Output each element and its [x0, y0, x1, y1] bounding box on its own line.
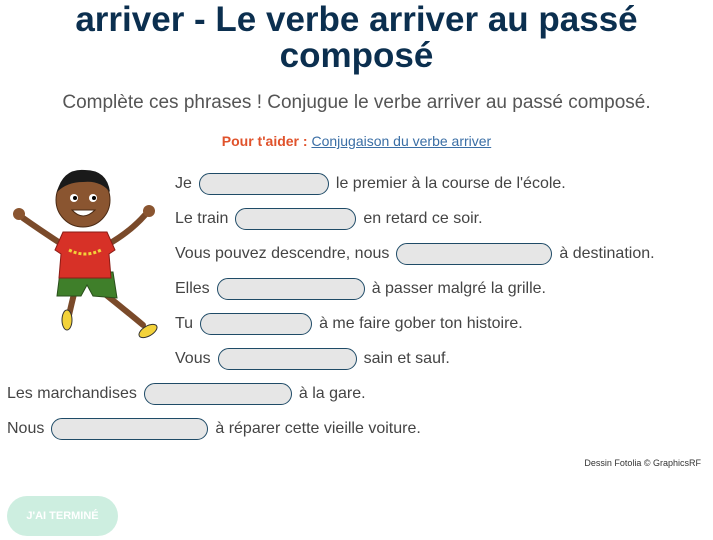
image-credit: Dessin Fotolia © GraphicsRF — [584, 458, 701, 468]
answer-input[interactable] — [199, 173, 329, 195]
sentence-after: sain et sauf. — [363, 350, 450, 367]
conjugation-link[interactable]: Conjugaison du verbe arriver — [311, 133, 492, 149]
answer-input[interactable] — [396, 243, 552, 265]
page-subtitle: Complète ces phrases ! Conjugue le verbe arriver au passé composé. — [62, 92, 651, 113]
answer-input[interactable] — [144, 383, 292, 405]
sentence-after: à destination. — [559, 245, 655, 262]
sentence-row — [7, 416, 421, 442]
sentence-row — [175, 346, 450, 372]
sentence-after: à me faire gober ton histoire. — [319, 315, 523, 332]
done-button[interactable]: J'AI TERMINÉ — [7, 496, 118, 536]
sentence-before: Les marchandises — [7, 385, 137, 402]
sentence-after: le premier à la course de l'école. — [335, 175, 566, 192]
answer-input[interactable] — [235, 208, 356, 230]
sentence-before: Vous — [175, 350, 211, 367]
sentence-before: Tu — [175, 315, 194, 332]
sentence-after: à passer malgré la grille. — [371, 280, 546, 297]
boy-illustration — [5, 160, 165, 350]
sentence-row — [175, 276, 546, 302]
help-label: Pour t'aider : — [221, 133, 308, 149]
answer-input[interactable] — [200, 313, 312, 335]
sentence-before: Vous pouvez descendre, nous — [175, 245, 390, 262]
sentence-before: Je — [175, 175, 192, 192]
help-line — [0, 133, 713, 149]
sentence-before: Le train — [175, 210, 229, 227]
sentence-row — [175, 241, 655, 267]
sentence-row — [175, 311, 523, 337]
page-title: arriver - Le verbe arriver au passé composé — [75, 0, 638, 75]
answer-input[interactable] — [217, 278, 365, 300]
sentence-after: en retard ce soir. — [363, 210, 483, 227]
sentence-after: à la gare. — [298, 385, 366, 402]
sentence-row — [7, 381, 366, 407]
answer-input[interactable] — [218, 348, 357, 370]
sentence-row — [175, 206, 483, 232]
sentence-after: à réparer cette vieille voiture. — [215, 420, 421, 437]
sentence-row — [175, 171, 566, 197]
sentence-before: Nous — [7, 420, 45, 437]
answer-input[interactable] — [51, 418, 208, 440]
sentence-before: Elles — [175, 280, 210, 297]
